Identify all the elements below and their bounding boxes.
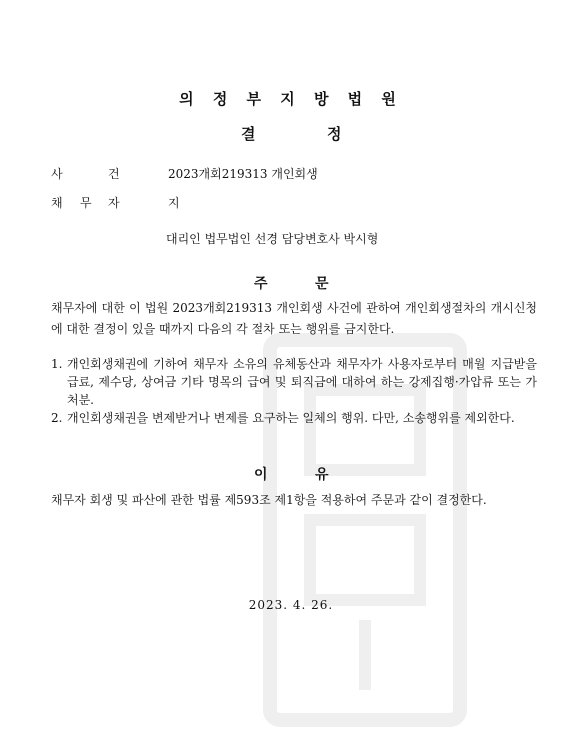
order-heading-char: 문 (315, 276, 329, 292)
representative: 대리인 법무법인 선경 담당변호사 박시형 (166, 232, 379, 246)
list-item (51, 409, 537, 427)
debtor-label-char: 채 (51, 196, 63, 210)
case-label-char: 사 (51, 167, 63, 181)
court-name: 의 정 부 지 방 법 원 (179, 90, 403, 108)
list-item-number: 1. (51, 357, 63, 371)
document-type-char: 정 (327, 125, 342, 143)
list-item (51, 355, 537, 409)
reason-heading-char: 이 (254, 467, 268, 483)
list-item-text: 개인회생채권에 기하여 채무자 소유의 유체동산과 채무자가 사용자로부터 매월 지급받을 급료, 제수당, 상여금 기타 명목의 급여 및 퇴직금에 대하여 하는 강제집행·가압류 또는 가처분. (67, 357, 537, 407)
list-item-number: 2. (51, 411, 63, 425)
case-number: 2023개회219313 개인회생 (168, 167, 318, 181)
order-heading-char: 주 (254, 276, 268, 292)
debtor-label-char: 무 (80, 196, 92, 210)
order-intro: 채무자에 대한 이 법원 2023개회219313 개인회생 사건에 관하여 개인회생절차의 개시신청에 대한 결정이 있을 때까지 다음의 각 절차 또는 행위를 금지한다. (51, 301, 537, 336)
decision-date: 2023. 4. 26. (248, 598, 334, 612)
debtor-label-char: 자 (108, 196, 120, 210)
list-item-text: 개인회생채권을 변제받거나 변제를 요구하는 일체의 행위. 다만, 소송행위를 제외한다. (67, 411, 515, 425)
document-type-char: 결 (241, 125, 256, 143)
reason-text: 채무자 회생 및 파산에 관한 법률 제593조 제1항을 적용하여 주문과 같이 결정한다. (51, 493, 487, 507)
reason-heading-char: 유 (315, 467, 329, 483)
case-label-char: 건 (108, 167, 120, 181)
order-item-list (51, 355, 537, 427)
debtor-name: 지 (168, 196, 180, 210)
